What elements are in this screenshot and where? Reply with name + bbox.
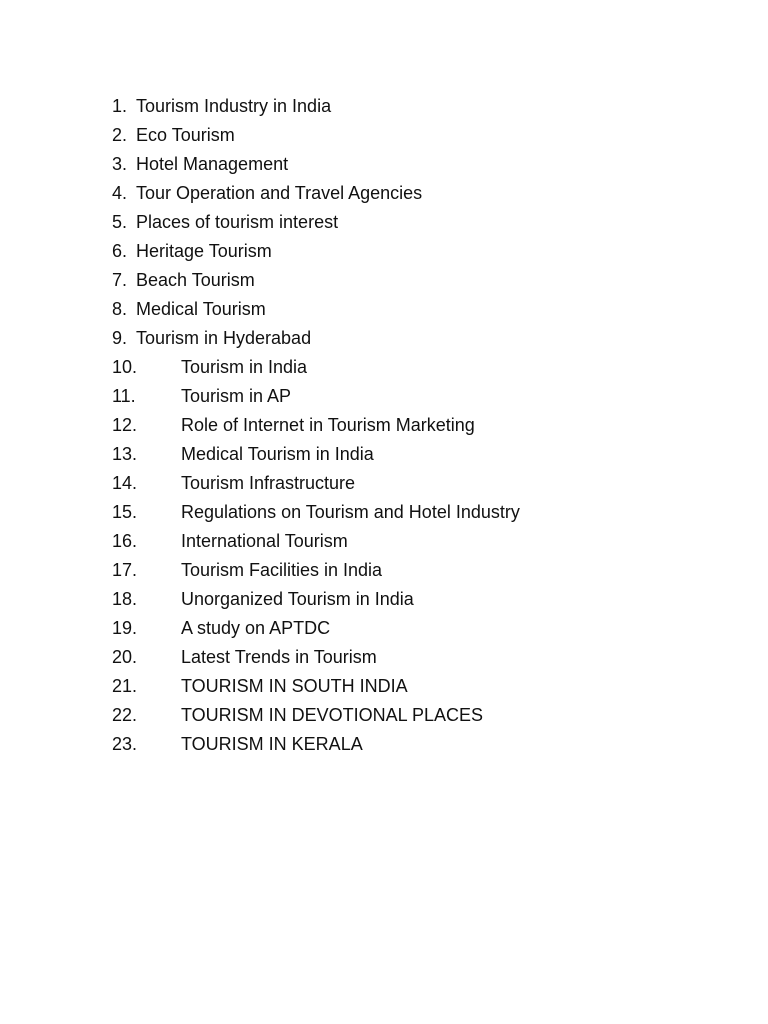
item-text: Latest Trends in Tourism: [181, 647, 377, 667]
item-number: 11.: [112, 386, 136, 406]
item-text: Beach Tourism: [136, 270, 255, 290]
item-text: Tourism in Hyderabad: [136, 328, 312, 348]
item-text: Hotel Management: [136, 154, 289, 174]
item-text: Tourism Industry in India: [136, 96, 332, 116]
item-text: Tourism Facilities in India: [181, 560, 383, 580]
item-number: 23.: [112, 734, 138, 754]
item-text: Tourism Infrastructure: [181, 473, 356, 493]
item-number: 19.: [112, 618, 138, 638]
item-text: Regulations on Tourism and Hotel Industry: [181, 502, 520, 522]
item-number: 1.: [112, 96, 128, 116]
item-number: 2.: [112, 125, 128, 145]
item-number: 20.: [112, 647, 138, 667]
item-number: 5.: [112, 212, 128, 232]
item-text: Tour Operation and Travel Agencies: [136, 183, 423, 203]
item-text: Tourism in India: [181, 357, 308, 377]
item-text: Role of Internet in Tourism Marketing: [181, 415, 475, 435]
item-text: Tourism in AP: [181, 386, 292, 406]
item-number: 12.: [112, 415, 138, 435]
item-number: 17.: [112, 560, 138, 580]
item-number: 4.: [112, 183, 128, 203]
item-number: 18.: [112, 589, 138, 609]
item-number: 21.: [112, 676, 138, 696]
item-number: 14.: [112, 473, 138, 493]
item-number: 22.: [112, 705, 138, 725]
item-text: Eco Tourism: [136, 125, 235, 145]
item-text: Medical Tourism: [136, 299, 266, 319]
item-text: TOURISM IN DEVOTIONAL PLACES: [181, 705, 484, 725]
item-text: TOURISM IN SOUTH INDIA: [181, 676, 408, 696]
item-number: 8.: [112, 299, 128, 319]
item-text: Places of tourism interest: [136, 212, 339, 232]
item-number: 10.: [112, 357, 138, 377]
item-text: Unorganized Tourism in India: [181, 589, 414, 609]
item-number: 6.: [112, 241, 128, 261]
item-number: 9.: [112, 328, 128, 348]
item-number: 7.: [112, 270, 128, 290]
item-number: 3.: [112, 154, 128, 174]
item-text: Heritage Tourism: [136, 241, 272, 261]
item-text: Medical Tourism in India: [181, 444, 374, 464]
item-text: International Tourism: [181, 531, 348, 551]
item-number: 13.: [112, 444, 138, 464]
item-text: A study on APTDC: [181, 618, 331, 638]
item-number: 16.: [112, 531, 138, 551]
item-number: 15.: [112, 502, 138, 522]
item-text: TOURISM IN KERALA: [181, 734, 363, 754]
